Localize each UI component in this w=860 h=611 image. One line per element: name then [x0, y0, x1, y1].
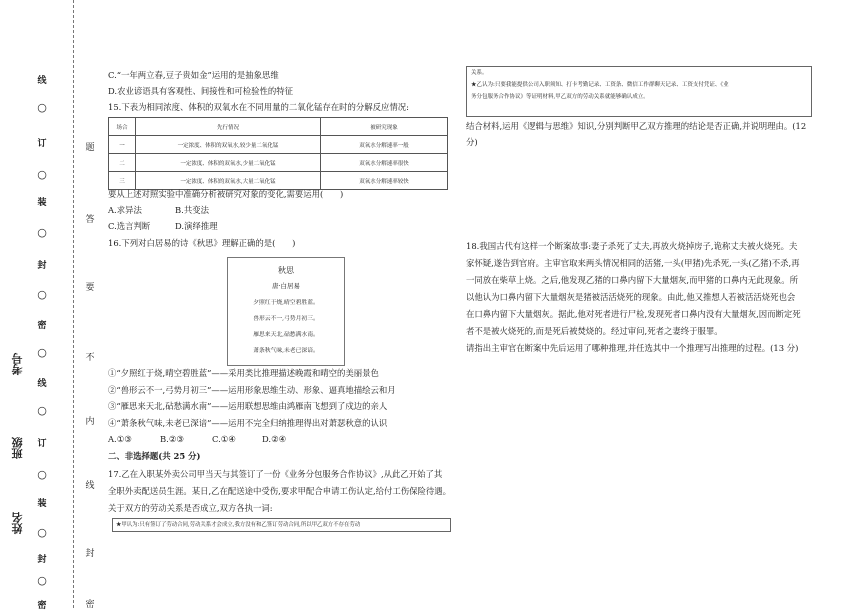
table-cell: 一定浓度、体积的双氧水,较少量二氧化锰 — [136, 136, 321, 154]
poem-line: 兽形云不一,弓势月初三。 — [253, 316, 319, 322]
q16-option-d: D.②④ — [262, 434, 287, 444]
q17-task-line: 结合材料,运用《逻辑与思维》知识,分别判断甲乙双方推理的结论是否正确,并说明理由。(12 — [466, 121, 807, 131]
q16-stem: 16.下列对白居易的诗《秋思》理解正确的是( ) — [108, 238, 296, 248]
q15-stem: 15.下表为相同浓度、体积的双氧水在不同用量的二氧化锰存在时的分解反应情况: — [108, 102, 409, 112]
q17-text-line: 全职外卖配送员生涯。某日,乙在配送途中受伤,要求甲配合申请工伤认定,给付工伤保险待遇。 — [108, 486, 451, 496]
q14-option-c: C.“一年两立春,豆子贵如金”运用的是抽象思维 — [108, 70, 279, 80]
q18-text-line: 请指出主审官在断案中先后运用了哪种推理,并任选其中一个推理写出推理的过程。(13 分) — [466, 343, 799, 353]
table-cell: 一定浓度、体积的双氧水,少量二氧化锰 — [136, 154, 321, 172]
table-cell: 三 — [109, 172, 136, 190]
binding-warning-char: 内 — [85, 417, 95, 427]
name-label: 姓名 — [11, 512, 24, 534]
binding-margin-char: 封 — [37, 261, 47, 271]
q14-option-d: D.农业谚语具有客观性、间接性和可检验性的特征 — [108, 86, 293, 96]
section-heading: 二、非选择题(共 25 分) — [108, 451, 201, 461]
table-cell: 双氧水分解速率很快 — [321, 154, 448, 172]
table-header-row — [109, 118, 448, 136]
q18-text-line: 在口鼻内留下大量烟灰。据此,他对死者进行尸检,发现死者口鼻内没有大量烟灰,因而断定死 — [466, 309, 801, 319]
table-header: 被研究现象 — [321, 118, 448, 136]
table-cell: 双氧水分解速率一般 — [321, 136, 448, 154]
q17-task-line: 分) — [466, 137, 478, 147]
binding-hole-mark: ○ — [37, 101, 47, 114]
binding-hole-mark: ○ — [37, 574, 47, 587]
q16-option-b: B.②③ — [160, 434, 184, 444]
binding-margin-char: 密 — [37, 321, 47, 331]
q17-party-a-box: ★甲认为:只有签订了劳动合同,劳动关系才会成立,我方没有和乙签订劳动合同,所以甲乙双方不存在劳动 — [112, 518, 451, 532]
binding-margin-char: 订 — [37, 139, 47, 149]
poem-author: 唐·白居易 — [271, 282, 301, 290]
q15-option-d: D.演绎推理 — [175, 221, 218, 231]
q16-item: ①“夕照红于烧,晴空碧胜蓝”——采用类比推理描述晚霞和晴空的美丽景色 — [108, 368, 379, 378]
table-cell: 一定浓度、体积的双氧水,大量二氧化锰 — [136, 172, 321, 190]
poem-line: 夕照红于烧,晴空碧胜蓝。 — [253, 300, 319, 306]
q16-item: ③“雁思来天北,砧愁满水南”——运用联想思维由鸿雁南飞想到了戍边的亲人 — [108, 401, 388, 411]
poem-box — [227, 257, 345, 366]
exam-number-label: 考号 — [11, 353, 24, 375]
poem-line: 雁思来天北,砧愁满水南。 — [253, 332, 319, 338]
binding-warning-char: 题 — [85, 143, 95, 153]
poem-title: 秋思 — [278, 266, 294, 275]
poem-line: 萧条秋气味,未老已深谙。 — [253, 348, 319, 354]
class-label: 班级 — [11, 437, 24, 459]
binding-hole-mark: ○ — [37, 168, 47, 181]
binding-warning-char: 要 — [85, 283, 95, 293]
box-line: 务分包服务合作协议》等证明材料,甲乙双方的劳动关系就能够确认成立。 — [471, 94, 649, 100]
table-cell: 一 — [109, 136, 136, 154]
table-header: 先行情况 — [136, 118, 321, 136]
q15-option-c: C.选言判断 — [108, 221, 151, 231]
q15-option-b: B.共变法 — [175, 205, 209, 215]
binding-margin-char: 装 — [37, 198, 47, 208]
binding-margin-char: 线 — [37, 76, 47, 86]
table-row — [109, 136, 448, 154]
q18-text-line: 者不是被火烧死的,而是死后被焚烧的。经过审问,死者之妻终于服罪。 — [466, 326, 723, 336]
box-line: ★乙认为:只要我能提供公司入职须知、打卡考勤记录、工资条、微信工作群聊天记录、工资支付凭证、《业 — [471, 82, 729, 88]
q17-party-b-box — [466, 66, 812, 117]
box-line: 关系。 — [471, 70, 488, 76]
q16-option-c: C.①④ — [212, 434, 236, 444]
q15-table — [108, 117, 448, 190]
q18-text-line: 一同放在柴草上烧。之后,他发现乙猪的口鼻内留下大量烟灰,而甲猪的口鼻内无此现象。所 — [466, 275, 798, 285]
binding-warning-char: 线 — [85, 481, 95, 491]
table-row — [109, 154, 448, 172]
binding-margin-char: 线 — [37, 379, 47, 389]
q18-text-line: 18.我国古代有这样一个断案故事:妻子杀死了丈夫,再放火烧掉房子,诡称丈夫被火烧死。夫 — [466, 241, 798, 251]
q17-text-line: 关于双方的劳动关系是否成立,双方各执一词: — [108, 503, 273, 513]
binding-warning-char: 不 — [85, 353, 95, 363]
q16-option-a: A.①③ — [108, 434, 132, 444]
binding-margin-outer — [34, 0, 50, 611]
q15-question: 要从上述对照实验中准确分析被研究对象的变化,需要运用( ) — [108, 189, 344, 199]
q15-option-a: A.求异法 — [108, 205, 142, 215]
q16-item: ④“萧条秋气味,未老已深谙”——运用不完全归纳推理得出对萧瑟秋意的认识 — [108, 418, 388, 428]
binding-warning-char: 答 — [85, 215, 95, 225]
binding-margin-char: 密 — [37, 601, 47, 611]
binding-warning-char: 封 — [85, 549, 95, 559]
q17-text-line: 17.乙在入职某外卖公司甲当天与其签订了一份《业务分包服务合作协议》,从此乙开始了其 — [108, 469, 443, 479]
binding-margin-inner — [82, 0, 98, 608]
binding-warning-char: 密 — [85, 600, 95, 610]
binding-margin-char: 订 — [37, 439, 47, 449]
q18-text-line: 以他认为口鼻内留下大量烟灰是猪被活活烧死的现象。由此,他又推想人若被活活烧死也会 — [466, 292, 796, 302]
binding-hole-mark: ○ — [37, 526, 47, 539]
binding-hole-mark: ○ — [37, 404, 47, 417]
binding-hole-mark: ○ — [37, 346, 47, 359]
binding-cut-line — [73, 0, 75, 608]
binding-hole-mark: ○ — [37, 468, 47, 481]
binding-margin-char: 封 — [37, 555, 47, 565]
table-cell: 二 — [109, 154, 136, 172]
binding-margin-char: 装 — [37, 499, 47, 509]
table-header: 场合 — [109, 118, 136, 136]
table-row — [109, 172, 448, 190]
binding-hole-mark: ○ — [37, 288, 47, 301]
q16-item: ②“兽形云不一,弓势月初三”——运用形象思维生动、形象、逼真地描绘云和月 — [108, 385, 396, 395]
q18-text-line: 家怀疑,遂告到官府。主审官取来两头情况相同的活猪,一头(甲猪)先杀死,一头(乙猪)不杀,再 — [466, 258, 800, 268]
table-cell: 双氧水分解速率较快 — [321, 172, 448, 190]
binding-hole-mark: ○ — [37, 226, 47, 239]
